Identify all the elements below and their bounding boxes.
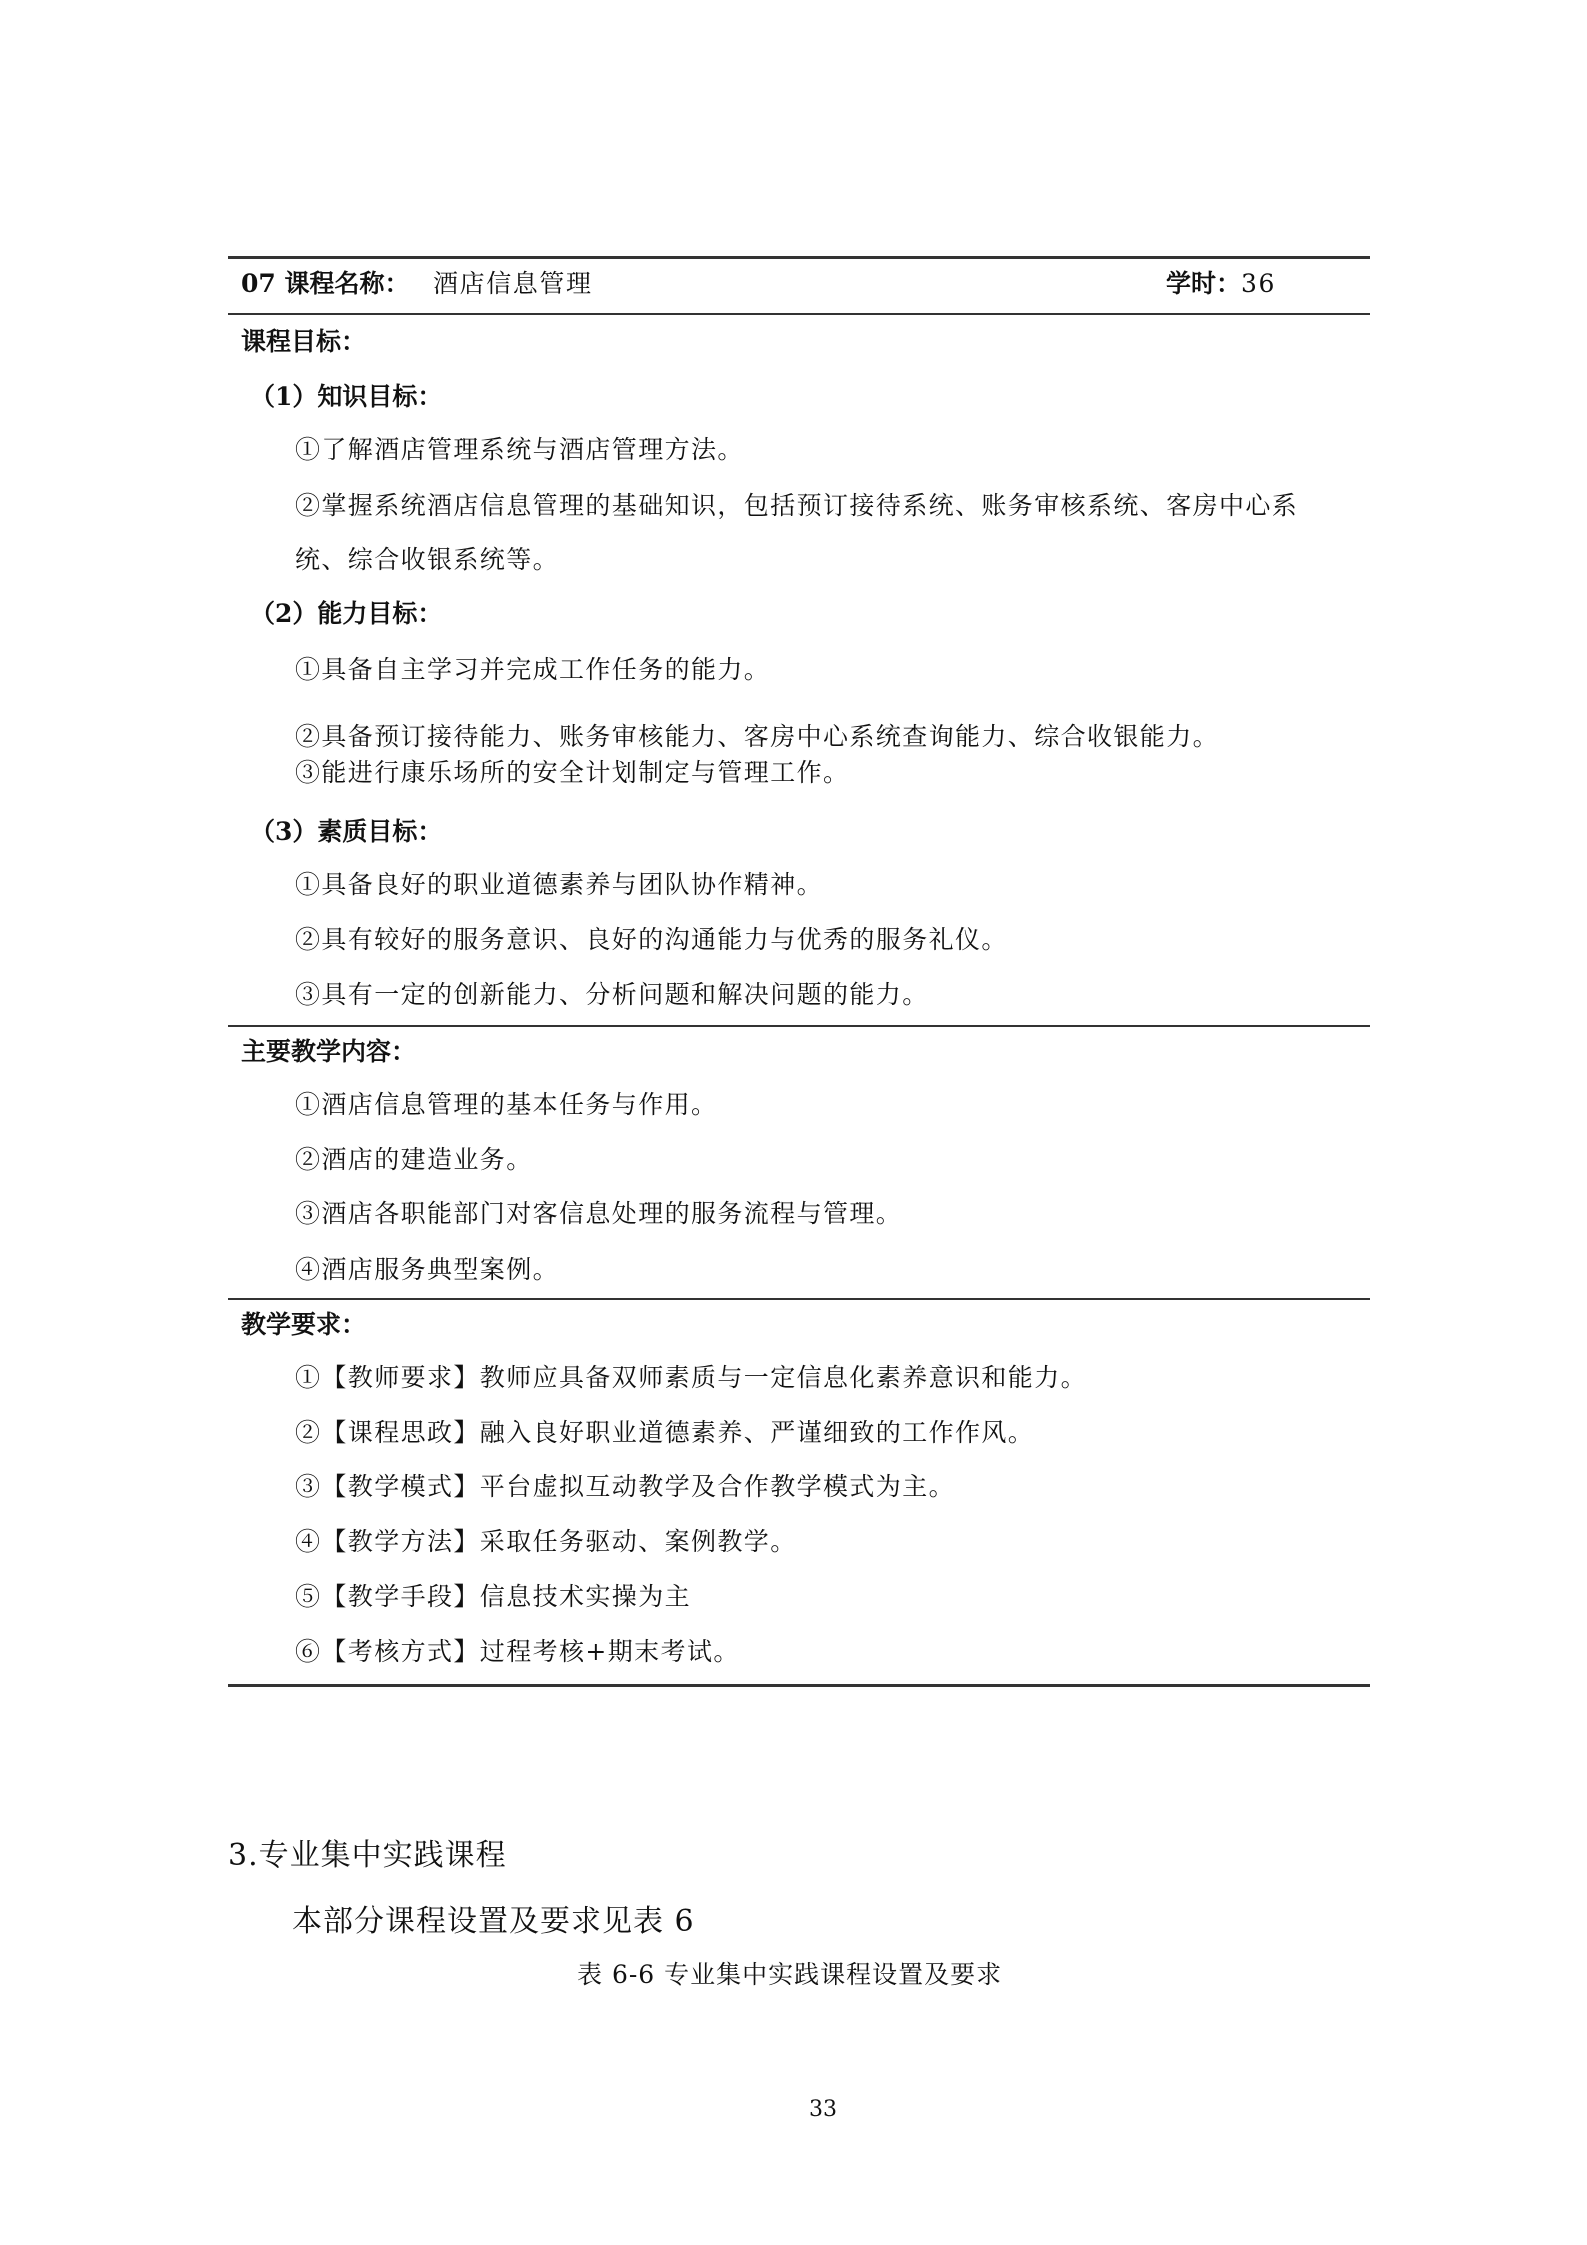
hours-label: 学时： <box>1166 269 1242 298</box>
ability-item: ②具备预订接待能力、账务审核能力、客房中心系统查询能力、综合收银能力。 <box>295 722 1220 751</box>
table-caption: 表 6-6 专业集中实践课程设置及要求 <box>577 1960 1003 1989</box>
page-number: 33 <box>809 2097 837 2122</box>
knowledge-item: ①了解酒店管理系统与酒店管理方法。 <box>295 435 744 464</box>
hours-value: 36 <box>1241 269 1277 298</box>
course-hours <box>1166 264 1276 300</box>
quality-item: ③具有一定的创新能力、分析问题和解决问题的能力。 <box>295 980 929 1009</box>
content-heading: 主要教学内容： <box>241 1037 417 1066</box>
knowledge-item: ②掌握系统酒店信息管理的基础知识，包括预订接待系统、账务审核系统、客房中心系 <box>295 491 1299 520</box>
requirement-item: ⑤【教学手段】信息技术实操为主 <box>295 1582 692 1611</box>
quality-item: ②具有较好的服务意识、良好的沟通能力与优秀的服务礼仪。 <box>295 925 1008 954</box>
knowledge-label: （1）知识目标： <box>250 382 443 411</box>
course-number-label: 07 课程名称： <box>241 269 410 298</box>
content-item: ③酒店各职能部门对客信息处理的服务流程与管理。 <box>295 1199 903 1228</box>
section-title: 3.专业集中实践课程 <box>228 1838 507 1873</box>
requirement-item: ③【教学模式】平台虚拟互动教学及合作教学模式为主。 <box>295 1472 956 1501</box>
table-bottom-rule <box>228 1684 1370 1687</box>
content-item: ①酒店信息管理的基本任务与作用。 <box>295 1090 718 1119</box>
ability-item: ③能进行康乐场所的安全计划制定与管理工作。 <box>295 758 850 787</box>
ability-label: （2）能力目标： <box>250 599 443 628</box>
content-item: ④酒店服务典型案例。 <box>295 1255 560 1284</box>
knowledge-item: 统、综合收银系统等。 <box>295 545 560 574</box>
content-item: ②酒店的建造业务。 <box>295 1145 533 1174</box>
ability-item: ①具备自主学习并完成工作任务的能力。 <box>295 655 771 684</box>
objectives-heading: 课程目标： <box>241 327 367 356</box>
section-paragraph: 本部分课程设置及要求见表 6 <box>292 1904 695 1939</box>
requirement-item: ②【课程思政】融入良好职业道德素养、严谨细致的工作作风。 <box>295 1418 1035 1447</box>
requirement-item: ⑥【考核方式】过程考核+期末考试。 <box>295 1637 740 1666</box>
content-bottom-rule <box>228 1298 1370 1300</box>
requirement-item: ①【教师要求】教师应具备双师素质与一定信息化素养意识和能力。 <box>295 1363 1088 1392</box>
requirement-item: ④【教学方法】采取任务驱动、案例教学。 <box>295 1527 797 1556</box>
quality-label: （3）素质目标： <box>250 817 443 846</box>
objectives-bottom-rule <box>228 1025 1370 1027</box>
header-bottom-rule <box>228 313 1370 315</box>
requirements-heading: 教学要求： <box>241 1310 367 1339</box>
quality-item: ①具备良好的职业道德素养与团队协作精神。 <box>295 870 824 899</box>
course-name: 酒店信息管理 <box>433 269 593 298</box>
table-top-rule <box>228 256 1370 259</box>
